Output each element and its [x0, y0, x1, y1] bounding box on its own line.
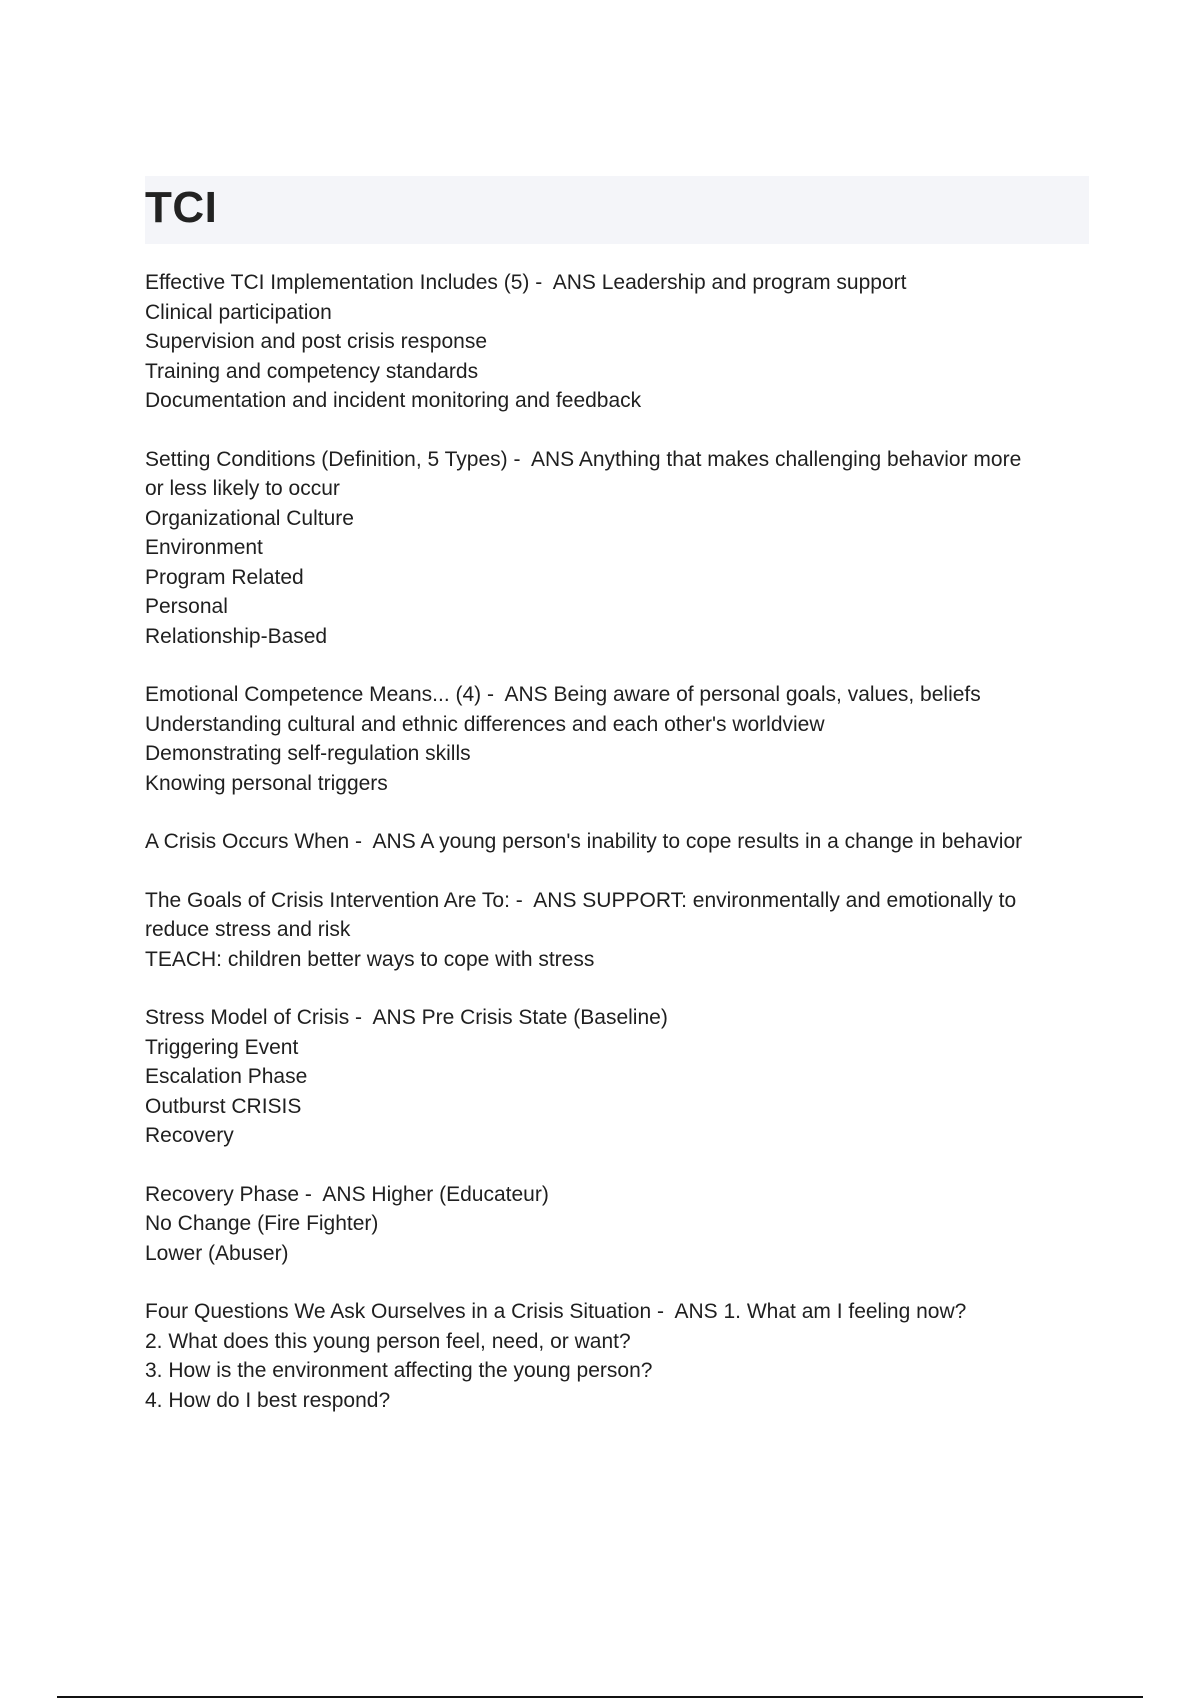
entry-line: 2. What does this young person feel, need, or want? [145, 1329, 631, 1353]
entry-line: 4. How do I best respond? [145, 1388, 391, 1412]
entry-line: Setting Conditions (Definition, 5 Types) - ANS Anything that makes challenging behavior more [145, 447, 1022, 471]
entry-line: TEACH: children better ways to cope with stress [145, 947, 595, 971]
entry-line: Outburst CRISIS [145, 1094, 302, 1118]
entry-line: Relationship-Based [145, 624, 328, 648]
entry-line: A Crisis Occurs When - ANS A young person's inability to cope results in a change in behavior [145, 830, 1023, 853]
entry-line: Documentation and incident monitoring and feedback [145, 389, 642, 412]
qa-entry [145, 680, 1085, 798]
entry-line: Recovery Phase - ANS Higher (Educateur) [145, 1182, 549, 1206]
qa-entry [145, 827, 1085, 857]
entry-line: or less likely to occur [145, 477, 340, 500]
footer-divider [57, 1696, 1143, 1698]
entry-line: Demonstrating self-regulation skills [145, 742, 471, 765]
entry-line: Organizational Culture [145, 506, 354, 530]
entry-line: Supervision and post crisis response [145, 330, 488, 353]
entry-line: Program Related [145, 565, 304, 589]
entry-line: Clinical participation [145, 300, 332, 324]
entry-line: The Goals of Crisis Intervention Are To: - ANS SUPPORT: environmentally and emotionally to [145, 888, 1017, 912]
entry-line: Triggering Event [145, 1035, 299, 1059]
entry-line: Effective TCI Implementation Includes (5) - ANS Leadership and program support [145, 271, 907, 294]
qa-entry [145, 1180, 1085, 1269]
entry-line: reduce stress and risk [145, 918, 351, 941]
entry-line: Understanding cultural and ethnic differences and each other's worldview [145, 712, 825, 736]
entry-line: Recovery [145, 1124, 234, 1147]
entry-line: Stress Model of Crisis - ANS Pre Crisis State (Baseline) [145, 1006, 668, 1029]
title-banner [145, 176, 1089, 244]
document-body [145, 268, 1085, 1444]
entry-line: Four Questions We Ask Ourselves in a Crisis Situation - ANS 1. What am I feeling now? [145, 1300, 967, 1323]
entry-line: Personal [145, 595, 228, 618]
qa-entry [145, 445, 1085, 652]
entry-line: 3. How is the environment affecting the young person? [145, 1359, 653, 1382]
entry-line: Environment [145, 536, 263, 559]
entry-line: Knowing personal triggers [145, 771, 388, 795]
qa-entry [145, 1003, 1085, 1151]
qa-entry [145, 268, 1085, 416]
qa-entry [145, 886, 1085, 975]
entry-line: Escalation Phase [145, 1065, 308, 1088]
entry-line: Lower (Abuser) [145, 1241, 289, 1265]
entry-line: Training and competency standards [145, 359, 479, 383]
document-title: TCI [145, 183, 218, 232]
entry-line: Emotional Competence Means... (4) - ANS Being aware of personal goals, values, beliefs [145, 683, 981, 706]
qa-entry [145, 1297, 1085, 1415]
entry-line: No Change (Fire Fighter) [145, 1212, 379, 1235]
